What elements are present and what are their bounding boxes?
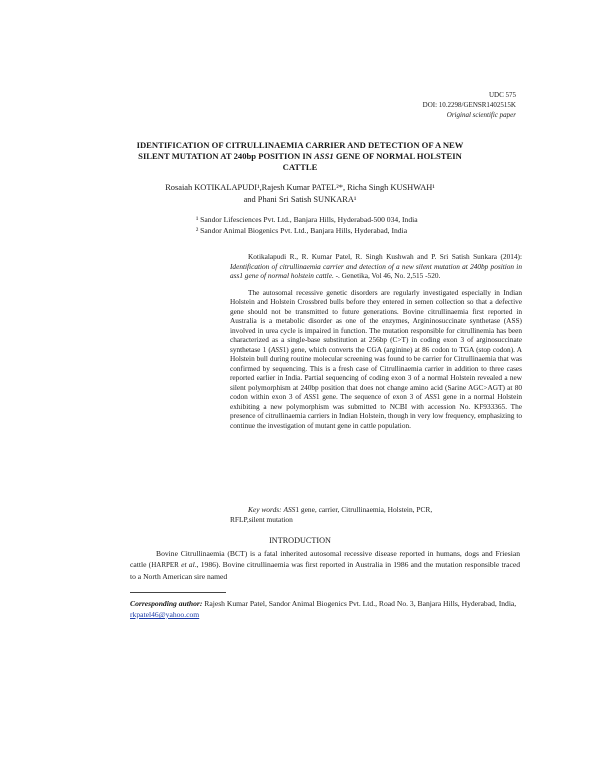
author-list <box>110 182 490 206</box>
section-heading-introduction: INTRODUCTION <box>269 536 331 545</box>
email-link[interactable]: rkpatel46@yahoo.com <box>130 610 200 619</box>
affiliation-2: ² Sandor Animal Biogenics Pvt. Ltd., Banjara Hills, Hyderabad, India <box>196 226 408 235</box>
title-line-3: CATTLE <box>282 162 318 172</box>
affiliations <box>196 214 418 236</box>
paper-type: Original scientific paper <box>446 111 516 119</box>
udc-code: UDC 575 <box>488 91 516 99</box>
article-meta <box>423 90 516 120</box>
keywords: Key words: ASS1 gene, carrier, Citrullinaemia, Holstein, PCR, RFLP,silent mutation <box>230 505 433 524</box>
affiliation-1: ¹ Sandor Lifesciences Pvt. Ltd., Banjara Hills, Hyderabad-500 034, India <box>196 215 418 224</box>
abstract <box>230 252 522 430</box>
authors-line-1: Rosaiah KOTIKALAPUDI¹,Rajesh Kumar PATEL²*, Richa Singh KUSHWAH¹ <box>165 183 435 192</box>
footnote-label: Corresponding author: <box>130 599 203 608</box>
title-line-1: IDENTIFICATION OF CITRULLINAEMIA CARRIER AND DETECTION OF A NEW <box>136 140 464 150</box>
corresponding-author-footnote: Corresponding author: Rajesh Kumar Patel, Sandor Animal Biogenics Pvt. Ltd., Road No. 3, Banjara Hills, Hyderabad, India, rkpatel46@yahoo.com <box>130 599 517 619</box>
keywords-label: Key words: <box>248 505 282 514</box>
footnote-divider <box>130 592 226 593</box>
citation: Kotikalapudi R., R. Kumar Patel, R. Singh Kushwah and P. Sri Satish Sunkara (2014): Identification of citrullinaemia carrier and detection of a new silent mutation at 240bp position in ass1 gene of normal holstein cattle. -. Genetika, Vol 46, No. 2,515 -520. <box>230 252 522 280</box>
title-line-2: SILENT MUTATION AT 240bp POSITION IN ASS1 GENE OF NORMAL HOLSTEIN <box>138 151 462 161</box>
abstract-text: The autosomal recessive genetic disorders are regularly investigated especially in Indian Holstein and Holstein Crossbred bulls before they entered in semen collection so that a defective gene should not be transmitted to future generations. Bovine citrullinaemia first reported in Australia is a metabolic disorder as one of the enzymes, Argininosuccinate synthetase (ASS) involved in urea cycle is impaired in function. The mutation responsible for citrullinemia has been characterized as a single-base substitution at 256bp (C>T) in coding exon 3 of arginosuccinate synthetase 1 (ASS1) gene, which converts the CGA (arginine) at 86 codon to TGA (stop codon). A Holstein bull during routine molecular screening was found to be carrier for Citrullinaemia that was confirmed by sequencing. This is a fresh case of Citrullinaemia carrier in addition to three cases reported earlier in India. Partial sequencing of coding exon 3 of a normal Holstein revealed a new silent polymorphism at 240bp position that does not change amino acid (Sarine AGC>AGT) at 80 codon within exon 3 of ASS1 gene. The sequence of exon 3 of ASS1 gene in a normal Holstein exhibiting a new polymorphism was submitted to NCBI with accession No. KF933365. The presence of citrullinaemia carriers in Indian Holstein, though in very low frequency, emphasizing to continue the investigation of mutant gene in cattle population. <box>230 287 523 430</box>
introduction-text: Bovine Citrullinaemia (BCT) is a fatal inherited autosomal recessive disease reported in humans, dogs and Friesian cattle (HARPER et al., 1986). Bovine citrullinaemia was first reported in Australia in 1986 and the mutation responsible traced to a North American sire named <box>130 549 520 581</box>
doi: DOI: 10.2298/GENSR1402515K <box>422 101 516 109</box>
authors-line-2: and Phani Sri Satish SUNKARA¹ <box>243 195 357 204</box>
paper-title <box>120 140 480 173</box>
